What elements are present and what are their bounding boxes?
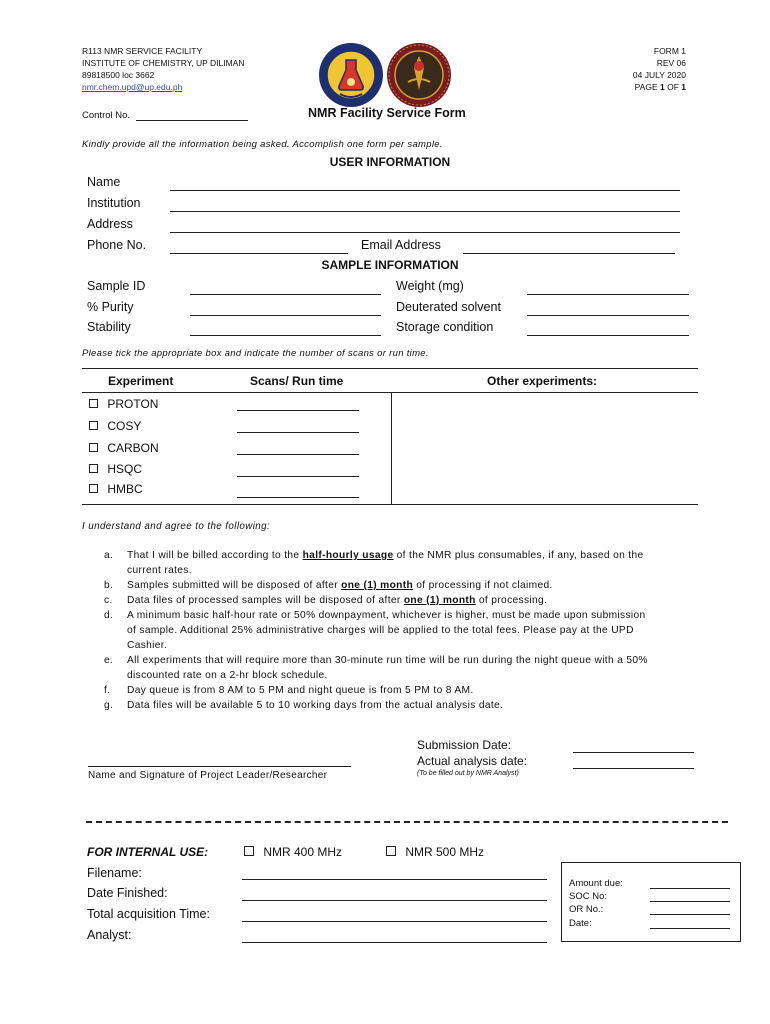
filename-label: Filename:	[87, 866, 142, 880]
hmbc-label: HMBC	[107, 482, 143, 496]
control-number: Control No.	[82, 110, 248, 121]
total-time-field[interactable]	[242, 909, 547, 922]
user-info-heading: USER INFORMATION	[329, 155, 451, 169]
experiment-table	[82, 368, 698, 505]
submission-date-label: Submission Date:	[417, 738, 512, 752]
agree-heading: I understand and agree to the following:	[82, 521, 271, 532]
column-header-experiment: Experiment	[108, 374, 174, 388]
column-header-other: Other experiments:	[487, 374, 598, 388]
analyst-label: Analyst:	[87, 928, 132, 942]
experiment-row-cosy	[89, 419, 141, 433]
amount-due-label: Amount due:	[569, 878, 623, 889]
separator-dashed	[86, 821, 728, 823]
solvent-field[interactable]	[527, 303, 689, 316]
soc-label: SOC No:	[569, 891, 608, 902]
internal-use-heading: FOR INTERNAL USE:	[87, 845, 209, 859]
analyst-note: (To be filled out by NMR Analyst)	[417, 770, 519, 777]
date-finished-label: Date Finished:	[87, 886, 168, 900]
storage-field[interactable]	[527, 323, 689, 336]
phone-number: 89818500 loc 3662	[82, 70, 155, 80]
term-d: d. A minimum basic half-hour rate or 50% downpayment, whichever is higher, must be made upon submission of sample. Additional 25% administrative charges will be applied to the total fees. Please pay at the UPD Cashier.	[104, 610, 646, 651]
cosy-label: COSY	[107, 419, 142, 433]
stability-label: Stability	[87, 320, 131, 334]
facility-info	[82, 45, 342, 93]
experiment-row-hsqc	[89, 462, 142, 476]
phone-label: Phone No.	[87, 238, 147, 252]
email-field[interactable]	[463, 241, 675, 254]
analyst-field[interactable]	[242, 930, 547, 943]
institute-of-chemistry-logo	[318, 42, 384, 108]
form-info	[526, 45, 686, 93]
solvent-label: Deuterated solvent	[396, 300, 501, 314]
sample-id-label: Sample ID	[87, 279, 146, 293]
name-field[interactable]	[170, 178, 680, 191]
hsqc-scans-field[interactable]	[237, 464, 359, 477]
page-indicator: PAGE 1 OF 1	[634, 82, 686, 92]
date-finished-field[interactable]	[242, 888, 547, 901]
proton-scans-field[interactable]	[237, 398, 359, 411]
form-number: FORM 1	[653, 46, 686, 56]
term-b: b. Samples submitted will be disposed of after one (1) month of processing if not claimed.	[104, 580, 553, 591]
weight-label: Weight (mg)	[396, 279, 464, 293]
email-label: Email Address	[361, 238, 441, 252]
analysis-date-label: Actual analysis date:	[417, 754, 528, 768]
nmr-500-label: NMR 500 MHz	[405, 845, 485, 859]
purity-field[interactable]	[190, 303, 381, 316]
experiment-row-carbon	[89, 441, 159, 455]
institution-field[interactable]	[170, 199, 680, 212]
cosy-checkbox[interactable]	[89, 421, 98, 430]
term-a: a. That I will be billed according to the half-hourly usage of the NMR plus consumables, if any, based on the current rates.	[104, 550, 644, 576]
signature-field[interactable]	[88, 754, 351, 767]
weight-field[interactable]	[527, 282, 689, 295]
term-g: g. Data files will be available 5 to 10 working days from the actual analysis date.	[104, 700, 504, 711]
institution-label: Institution	[87, 196, 141, 210]
page-title: NMR Facility Service Form	[308, 106, 466, 120]
up-seal-logo	[386, 42, 452, 108]
experiment-row-proton	[89, 397, 158, 411]
hsqc-label: HSQC	[107, 462, 143, 476]
amount-due-field[interactable]	[650, 878, 730, 889]
box-date-label: Date:	[569, 918, 592, 929]
or-label: OR No.:	[569, 904, 604, 915]
address-label: Address	[87, 217, 133, 231]
purity-label: % Purity	[87, 300, 134, 314]
nmr-500-checkbox[interactable]	[386, 846, 396, 856]
carbon-label: CARBON	[107, 441, 159, 455]
nmr-500-option	[386, 845, 484, 859]
carbon-scans-field[interactable]	[237, 442, 359, 455]
proton-label: PROTON	[107, 397, 159, 411]
payment-box	[561, 862, 741, 942]
facility-name: R113 NMR SERVICE FACILITY	[82, 46, 203, 56]
or-field[interactable]	[650, 904, 730, 915]
nmr-400-label: NMR 400 MHz	[263, 845, 343, 859]
total-time-label: Total acquisition Time:	[87, 907, 210, 921]
name-label: Name	[87, 175, 121, 189]
term-f: f. Day queue is from 8 AM to 5 PM and night queue is from 5 PM to 8 AM.	[104, 685, 474, 696]
nmr-400-checkbox[interactable]	[244, 846, 254, 856]
other-experiments-field[interactable]	[392, 393, 698, 503]
instruction-text: Kindly provide all the information being asked. Accomplish one form per sample.	[82, 139, 443, 150]
institute-name: INSTITUTE OF CHEMISTRY, UP DILIMAN	[82, 58, 245, 68]
terms-list	[104, 548, 704, 713]
nmr-400-option	[244, 845, 342, 859]
term-e: e. All experiments that will require more than 30-minute run time will be run during the night queue with a 50% discounted rate on a 2-hr block schedule.	[104, 655, 648, 681]
hmbc-scans-field[interactable]	[237, 485, 359, 498]
cosy-scans-field[interactable]	[237, 420, 359, 433]
form-date: 04 JULY 2020	[632, 70, 686, 80]
phone-field[interactable]	[170, 241, 348, 254]
analysis-date-field[interactable]	[573, 756, 694, 769]
soc-field[interactable]	[650, 891, 730, 902]
box-date-field[interactable]	[650, 918, 730, 929]
column-header-scans: Scans/ Run time	[250, 374, 344, 388]
term-c: c. Data files of processed samples will be disposed of after one (1) month of processing.	[104, 595, 548, 606]
submission-date-field[interactable]	[573, 740, 694, 753]
revision: REV 06	[656, 58, 686, 68]
stability-field[interactable]	[190, 323, 381, 336]
hsqc-checkbox[interactable]	[89, 464, 98, 473]
tick-instruction: Please tick the appropriate box and indicate the number of scans or run time.	[82, 348, 429, 359]
sample-id-field[interactable]	[190, 282, 381, 295]
signature-label: Name and Signature of Project Leader/Researcher	[88, 770, 328, 781]
proton-checkbox[interactable]	[89, 399, 98, 408]
address-field[interactable]	[170, 220, 680, 233]
experiment-row-hmbc	[89, 482, 143, 496]
carbon-checkbox[interactable]	[89, 443, 98, 452]
hmbc-checkbox[interactable]	[89, 484, 98, 493]
storage-label: Storage condition	[396, 320, 494, 334]
sample-info-heading: SAMPLE INFORMATION	[321, 258, 459, 272]
email-link[interactable]: nmr.chem.upd@up.edu.ph	[82, 82, 183, 92]
control-number-field[interactable]	[136, 111, 248, 121]
filename-field[interactable]	[242, 867, 547, 880]
